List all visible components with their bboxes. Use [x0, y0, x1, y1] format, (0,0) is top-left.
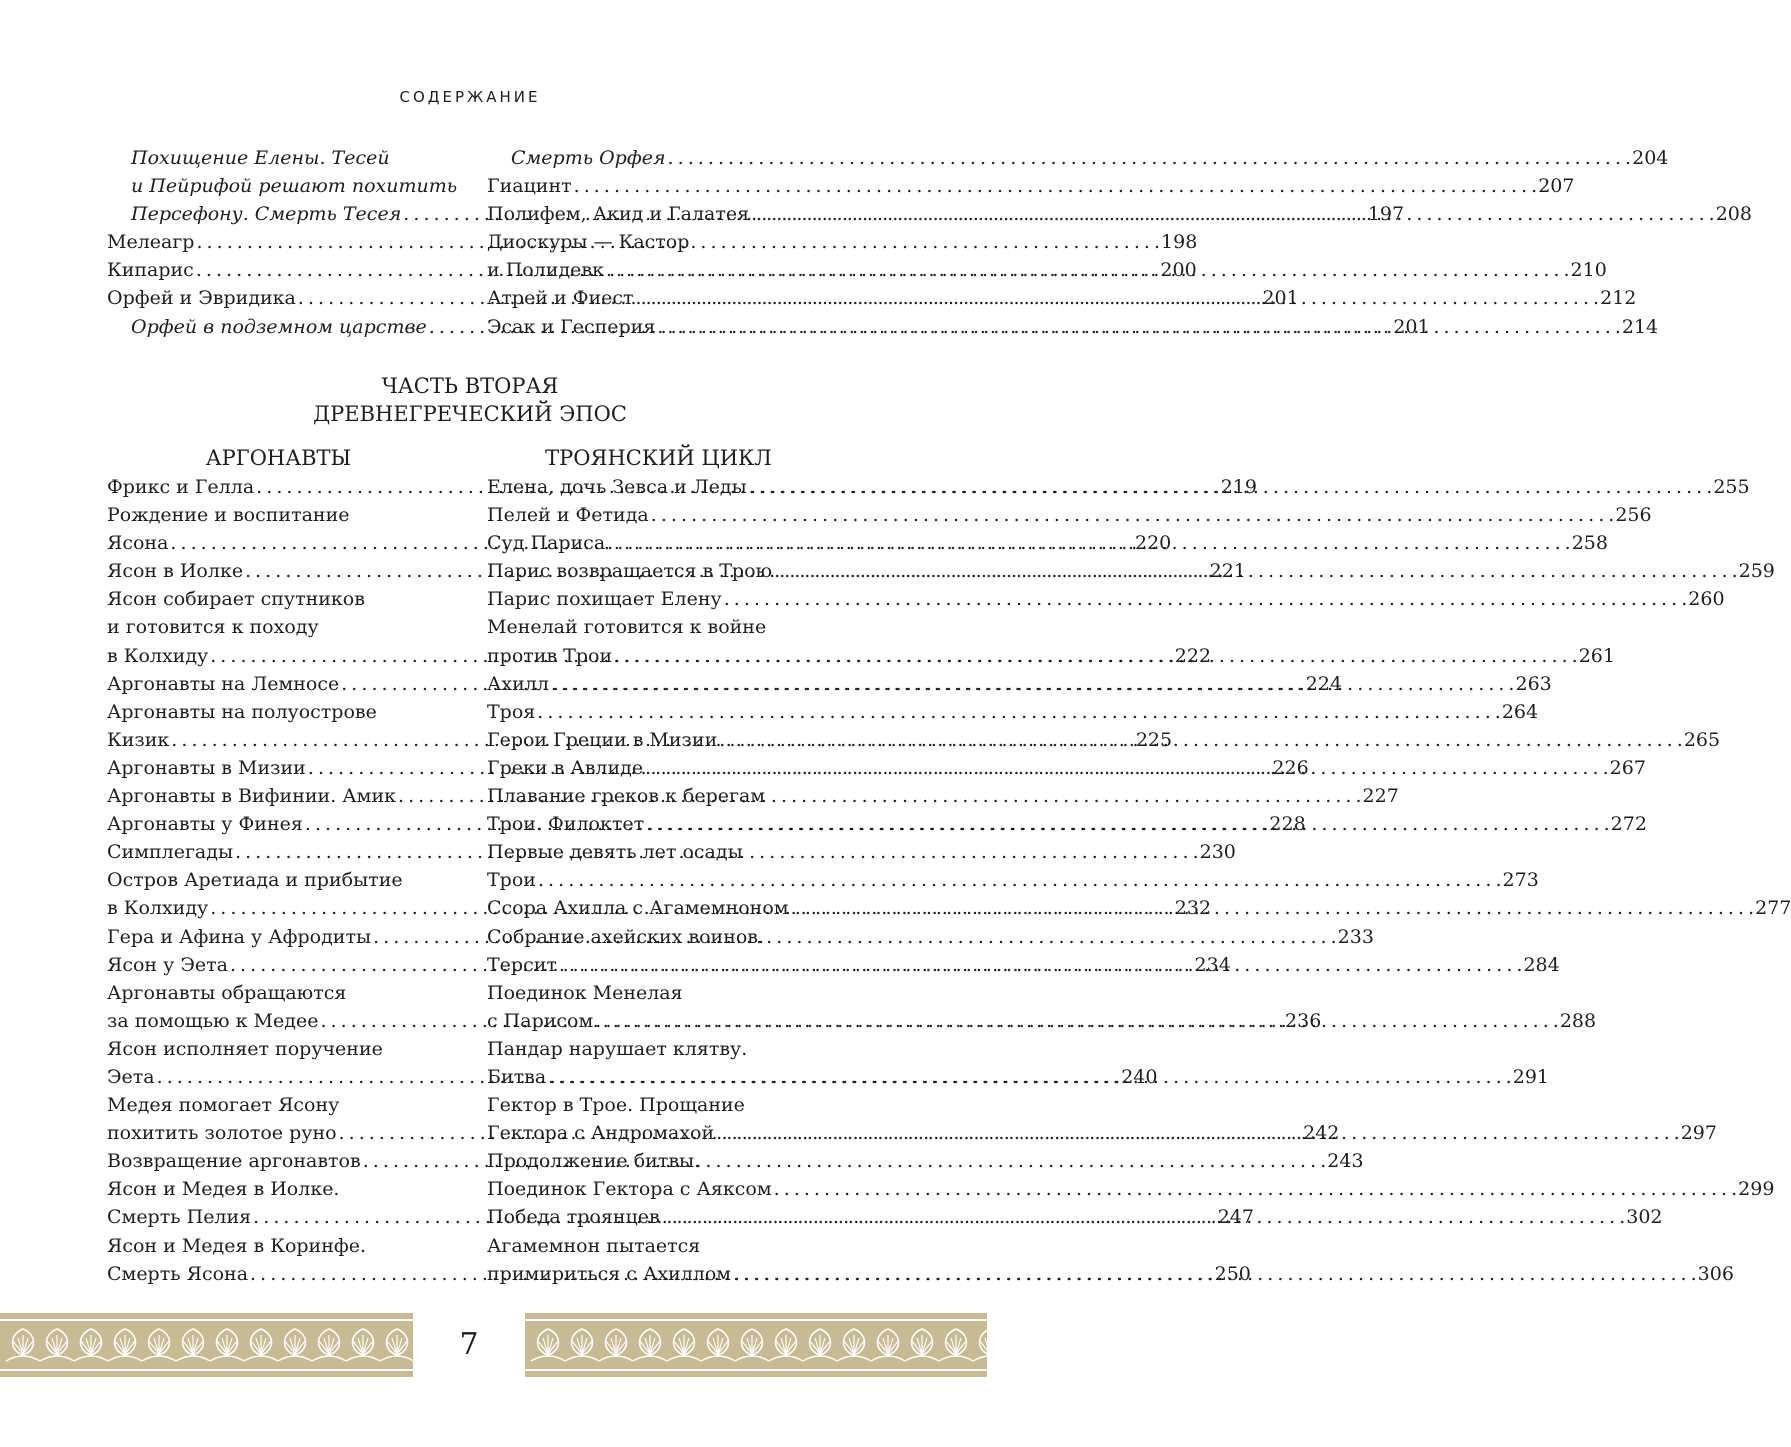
toc-entry-title: Менелай готовится к войне: [487, 616, 767, 639]
toc-entry-page: 201: [1262, 287, 1299, 310]
toc-entry-title: Возвращение аргонавтов: [107, 1150, 361, 1173]
toc-entry-title: Остров Аретиада и прибытие: [107, 869, 403, 892]
toc-entry-page: 225: [1135, 728, 1173, 751]
toc-entry: [487, 172, 1575, 200]
dot-leader: [731, 1260, 1698, 1288]
dot-leader: [747, 473, 1714, 501]
toc-entry-title: Ясон и Медея в Иолке.: [107, 1178, 340, 1201]
toc-entry-title: за помощью к Медее: [107, 1009, 319, 1032]
toc-entry: [487, 838, 830, 866]
toc-entry: [107, 1232, 450, 1260]
dot-leader: [666, 144, 1633, 172]
toc-entry-title: Ясон в Иолке: [107, 560, 244, 583]
toc-entry-page: 233: [1337, 925, 1374, 948]
toc-entry: [107, 1091, 450, 1119]
dot-leader: [772, 557, 1739, 585]
toc-entry-title: в Колхиду: [107, 897, 209, 920]
toc-entry-title: Аргонавты на Лемносе: [107, 672, 340, 695]
toc-entry-title: Агамемнон пытается: [487, 1234, 701, 1257]
toc-entry: [107, 979, 450, 1007]
toc-entry-title: Атрей и Фиест: [487, 287, 634, 310]
toc-entry-title: Пандар нарушает клятву.: [487, 1037, 748, 1060]
toc-entry-title: Трои: [487, 869, 536, 892]
toc-entry: [487, 1035, 830, 1063]
toc-entry-title: Орфей и Эвридика: [107, 287, 296, 310]
toc-entry-page: 302: [1626, 1206, 1663, 1229]
ornament-band-left: [0, 1313, 413, 1377]
toc-entry-title: в Колхиду: [107, 644, 209, 667]
toc-entry: [107, 866, 450, 894]
toc-entry-page: 198: [1161, 231, 1198, 254]
toc-entry-title: против Трои: [487, 644, 613, 667]
palmette-ornament: [525, 1321, 987, 1369]
toc-entry-page: 221: [1209, 560, 1246, 583]
toc-entry-title: Гера и Афина у Афродиты: [107, 925, 372, 948]
toc-entry-title: Суд Париса: [487, 532, 606, 555]
toc-entry-page: 224: [1305, 672, 1343, 695]
toc-entry-page: 240: [1121, 1065, 1158, 1088]
toc-entry-page: 255: [1713, 476, 1750, 498]
toc-entry-page: 259: [1738, 560, 1775, 583]
ornament-band-right: [525, 1313, 987, 1377]
toc-entry-title: Эета: [107, 1065, 155, 1088]
toc-entry-page: 226: [1272, 756, 1309, 779]
toc-entry-page: 197: [1367, 203, 1405, 226]
toc-entry-title: примириться с Ахиллом: [487, 1262, 732, 1285]
toc-entry-page: 210: [1570, 259, 1607, 282]
toc-entry-title: Пелей и Фетида: [487, 504, 649, 527]
toc-entry-page: 250: [1214, 1262, 1251, 1285]
toc-entry-title: и готовится к походу: [107, 616, 319, 639]
toc-entry-page: 234: [1194, 953, 1231, 976]
toc-entry: [487, 923, 830, 951]
toc-entry-title: Ясон и Медея в Коринфе.: [107, 1234, 367, 1257]
toc-entry-title: Гектор в Трое. Прощание: [487, 1094, 745, 1117]
section-heading: ТРОЯНСКИЙ ЦИКЛ: [545, 446, 772, 470]
dot-leader: [546, 1063, 1513, 1091]
toc-entry-title: Парис возвращается в Трою: [487, 560, 773, 583]
toc-entry-page: 242: [1303, 1122, 1340, 1145]
toc-entry: [107, 1175, 450, 1203]
toc-entry-title: и Полидевк: [487, 259, 604, 282]
toc-entry-title: Аргонавты обращаются: [107, 981, 347, 1004]
toc-entry-page: 256: [1615, 504, 1652, 527]
toc-entry: [487, 866, 1539, 894]
toc-entry: [107, 698, 450, 726]
toc-entry: [107, 585, 450, 613]
dot-leader: [772, 1175, 1739, 1203]
toc-entry-title: с Парисом: [487, 1009, 594, 1032]
toc-entry-page: 208: [1715, 203, 1752, 226]
dot-leader: [634, 284, 1601, 312]
dot-leader: [722, 585, 1689, 613]
palmette-ornament: [0, 1321, 413, 1369]
toc-entry: [487, 1091, 830, 1119]
toc-entry-page: 212: [1600, 287, 1637, 310]
toc-entry-title: Мелеагр: [107, 231, 195, 254]
toc-entry-page: 243: [1327, 1150, 1364, 1173]
toc-entry-page: 207: [1538, 175, 1575, 198]
toc-entry: [487, 613, 830, 641]
dot-leader: [612, 642, 1579, 670]
dot-leader: [649, 501, 1616, 529]
toc-entry-title: и Пейрифой решают похитить: [131, 175, 458, 198]
toc-entry: [487, 1147, 830, 1175]
toc-entry-page: 236: [1285, 1009, 1322, 1032]
toc-entry-title: Смерть Орфея: [511, 147, 666, 169]
toc-entry-title: Ссора Ахилла с Агамемноном: [487, 897, 789, 920]
dot-leader: [717, 726, 1684, 754]
toc-entry: [487, 501, 1652, 529]
toc-entry: [487, 1232, 830, 1260]
dot-leader: [536, 866, 1503, 894]
toc-entry-title: Персефону. Смерть Тесея: [131, 203, 402, 226]
toc-entry-title: Ахилл: [487, 672, 549, 695]
section-heading: АРГОНАВТЫ: [205, 446, 352, 470]
toc-entry-page: 258: [1571, 532, 1608, 555]
toc-entry-page: 200: [1160, 259, 1197, 282]
toc-entry-page: 272: [1610, 813, 1647, 836]
toc-entry: [487, 1175, 1775, 1203]
toc-entry-page: 291: [1512, 1065, 1549, 1088]
toc-entry: [107, 172, 458, 200]
toc-entry-page: 284: [1523, 953, 1560, 976]
dot-leader: [549, 670, 1516, 698]
page-number: 7: [459, 1327, 479, 1362]
toc-entry-page: 299: [1738, 1178, 1775, 1201]
toc-entry-page: 260: [1688, 588, 1725, 611]
toc-entry: [107, 144, 450, 172]
toc-entry-page: 306: [1697, 1262, 1734, 1285]
toc-entry-title: Первые девять лет осады: [487, 841, 743, 864]
toc-entry-title: Ясон у Эета: [107, 953, 228, 976]
toc-entry-page: 297: [1680, 1122, 1717, 1145]
dot-leader: [789, 894, 1756, 922]
toc-entry-page: 277: [1755, 897, 1791, 920]
running-head: СОДЕРЖАНИЕ: [399, 88, 541, 106]
toc-entry-page: 222: [1174, 644, 1212, 667]
toc-entry: [107, 613, 450, 641]
toc-entry-title: Собрание ахейских воинов.: [487, 925, 765, 948]
toc-entry-title: Аргонавты на полуострове: [107, 700, 377, 723]
toc-entry-page: 204: [1632, 147, 1669, 169]
dot-leader: [605, 529, 1572, 557]
toc-entry-title: Фрикс и Гелла: [107, 476, 255, 498]
dot-leader: [714, 1119, 1681, 1147]
part-title: [0, 372, 940, 428]
toc-entry-title: Симплегады: [107, 841, 234, 864]
toc-entry-page: 261: [1578, 644, 1615, 667]
toc-entry: [487, 585, 1725, 613]
toc-entry: [107, 501, 450, 529]
toc-entry-title: Аргонавты у Финея: [107, 813, 303, 836]
toc-entry-title: Похищение Елены. Тесей: [131, 147, 390, 169]
toc-entry-title: Эсак и Гесперия: [487, 315, 656, 338]
toc-entry-title: Гиацинт: [487, 175, 572, 198]
ornament-frame: [525, 1319, 987, 1371]
dot-leader: [643, 754, 1610, 782]
ornament-frame: [0, 1319, 413, 1371]
toc-entry-title: Смерть Пелия: [107, 1206, 252, 1229]
toc-entry: [487, 144, 1669, 172]
toc-entry-title: Битва: [487, 1065, 547, 1088]
part-label: ЧАСТЬ ВТОРАЯ: [381, 374, 559, 398]
toc-entry-title: Продолжение битвы.: [487, 1150, 701, 1173]
toc-entry-page: 267: [1609, 756, 1646, 779]
toc-entry: [487, 228, 830, 256]
toc-entry-title: Поединок Менелая: [487, 981, 683, 1004]
toc-entry-title: Победа троянцев: [487, 1206, 660, 1229]
dot-leader: [604, 256, 1571, 284]
toc-entry-page: 288: [1559, 1009, 1597, 1032]
dot-leader: [660, 1203, 1627, 1231]
toc-entry-title: Ясона: [107, 532, 169, 555]
dot-leader: [749, 200, 1716, 228]
toc-entry-title: Смерть Ясона: [107, 1262, 249, 1285]
dot-leader: [655, 313, 1622, 341]
toc-entry-title: Парис похищает Елену: [487, 588, 722, 611]
toc-entry-title: Елена, дочь Зевса и Леды: [487, 476, 747, 498]
dot-leader: [535, 698, 1502, 726]
toc-entry-title: Рождение и воспитание: [107, 504, 350, 527]
dot-leader: [557, 951, 1524, 979]
dot-leader: [644, 810, 1611, 838]
toc-entry-title: Кипарис: [107, 259, 194, 282]
toc-entry-page: 201: [1393, 315, 1430, 338]
toc-entry-title: Медея помогает Ясону: [107, 1094, 340, 1117]
part-name: ДРЕВНЕГРЕЧЕСКИЙ ЭПОС: [313, 402, 627, 426]
dot-leader: [572, 172, 1539, 200]
toc-entry-title: Орфей в подземном царстве: [131, 315, 427, 338]
toc-entry-title: Аргонавты в Вифинии. Амик: [107, 785, 396, 808]
toc-entry: [487, 979, 830, 1007]
toc-entry: [487, 782, 830, 810]
toc-entry-page: 227: [1362, 785, 1399, 808]
toc-entry-title: Терсит: [487, 953, 557, 976]
toc-entry-page: 228: [1269, 813, 1306, 836]
toc-entry: [487, 698, 1539, 726]
toc-entry-page: 263: [1515, 672, 1552, 695]
toc-entry-title: Полифем, Акид и Галатея: [487, 203, 750, 226]
toc-entry-page: 247: [1217, 1206, 1254, 1229]
toc-entry: [107, 1035, 450, 1063]
toc-entry-title: Трои. Филоктет: [487, 813, 645, 836]
toc-entry-page: 219: [1220, 476, 1257, 498]
toc-entry-page: 273: [1502, 869, 1539, 892]
toc-entry-title: Герои Греции в Мизии: [487, 728, 718, 751]
toc-entry-title: Троя: [487, 700, 536, 723]
toc-entry-page: 232: [1174, 897, 1212, 920]
toc-entry-page: 214: [1621, 315, 1659, 338]
toc-entry-title: Ясон исполняет поручение: [107, 1037, 383, 1060]
toc-entry-title: Гектора с Андромахой: [487, 1122, 715, 1145]
toc-entry-title: Греки в Авлиде: [487, 756, 644, 779]
dot-leader: [593, 1007, 1560, 1035]
toc-entry-title: Поединок Гектора с Аяксом: [487, 1178, 772, 1201]
toc-entry-title: Кизик: [107, 728, 170, 751]
toc-entry-title: Диоскуры — Кастор: [487, 231, 690, 254]
toc-entry-page: 230: [1199, 841, 1236, 864]
toc-entry-title: Аргонавты в Мизии: [107, 756, 306, 779]
toc-entry-title: Плавание греков к берегам: [487, 785, 766, 808]
toc-entry-page: 265: [1683, 728, 1721, 751]
toc-entry-page: 220: [1134, 532, 1172, 555]
toc-entry-page: 264: [1501, 700, 1539, 723]
toc-entry-title: похитить золотое руно: [107, 1122, 337, 1145]
toc-entry-title: Ясон собирает спутников: [107, 588, 365, 611]
